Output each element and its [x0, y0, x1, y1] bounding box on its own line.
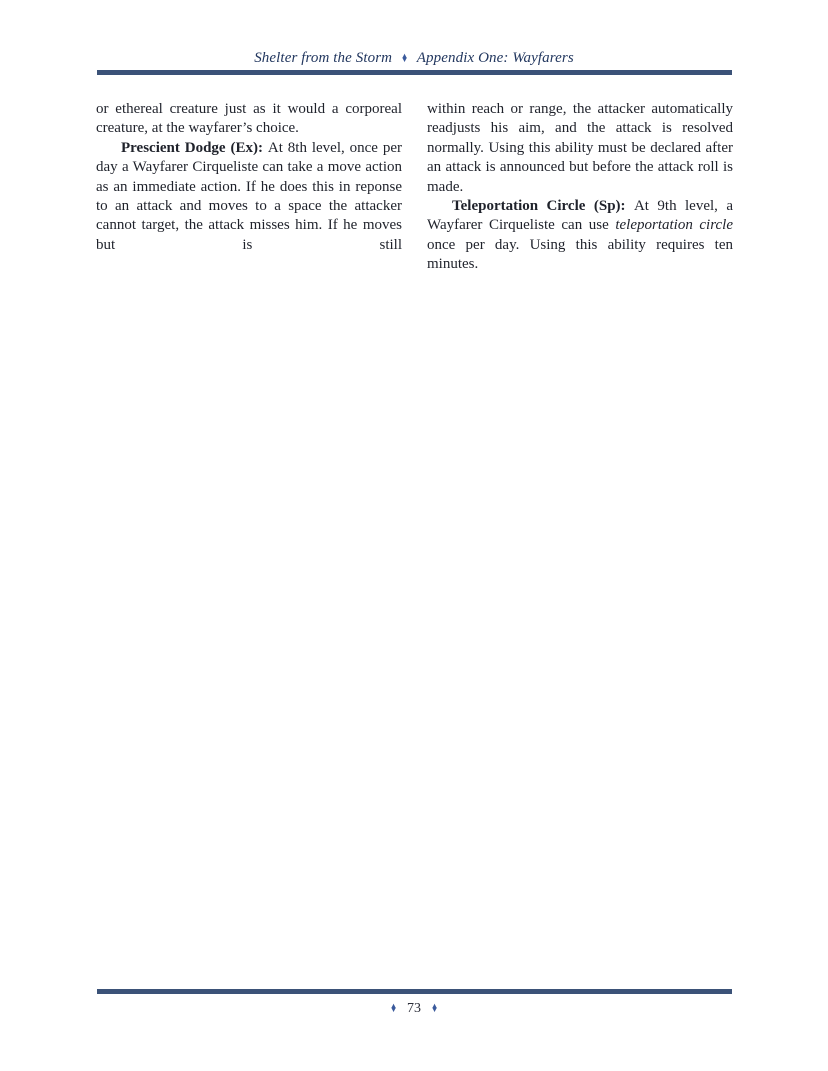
page-number — [0, 1001, 828, 1017]
body-text-run: At 8th level, once per day a Wayfarer Cirqueliste can take a move action as an immediate action. If he does this in reponse to an attack and moves to a space the attacker cannot target, the attack misses him. If he moves but is still — [96, 139, 402, 253]
left-column — [96, 100, 402, 275]
paragraph — [427, 100, 733, 197]
diamond-icon: ♦ — [431, 1001, 437, 1016]
ability-name: Prescient Dodge (Ex): — [121, 139, 268, 156]
section-title: Appendix One: Wayfarers — [416, 50, 574, 66]
paragraph — [96, 100, 402, 139]
two-column-text — [96, 100, 733, 275]
body-text-run: within reach or range, the attacker automatically readjusts his aim, and the attack is resolved normally. Using this ability must be declared after an attack is announced but before the attack roll is made. — [427, 101, 733, 195]
body-text-run: once per day. Using this ability requires ten minutes. — [427, 236, 733, 273]
footer-rule — [97, 989, 732, 994]
header-rule — [97, 70, 732, 75]
spell-name: teleportation circle — [615, 217, 733, 234]
running-header — [0, 50, 828, 67]
diamond-icon: ♦ — [391, 1001, 397, 1016]
ability-name: Teleportation Circle (Sp): — [452, 198, 634, 215]
paragraph — [96, 139, 402, 255]
diamond-icon: ♦ — [401, 51, 408, 66]
right-column — [427, 100, 733, 275]
body-text-run: or ethereal creature just as it would a corporeal creature, at the wayfarer’s choice. — [96, 101, 402, 137]
book-title: Shelter from the Storm — [254, 50, 393, 66]
paragraph — [427, 197, 733, 275]
page-number-value: 73 — [407, 1001, 421, 1016]
body-text-run: At 9th level, a Wayfarer Cirqueliste can use — [427, 198, 733, 234]
